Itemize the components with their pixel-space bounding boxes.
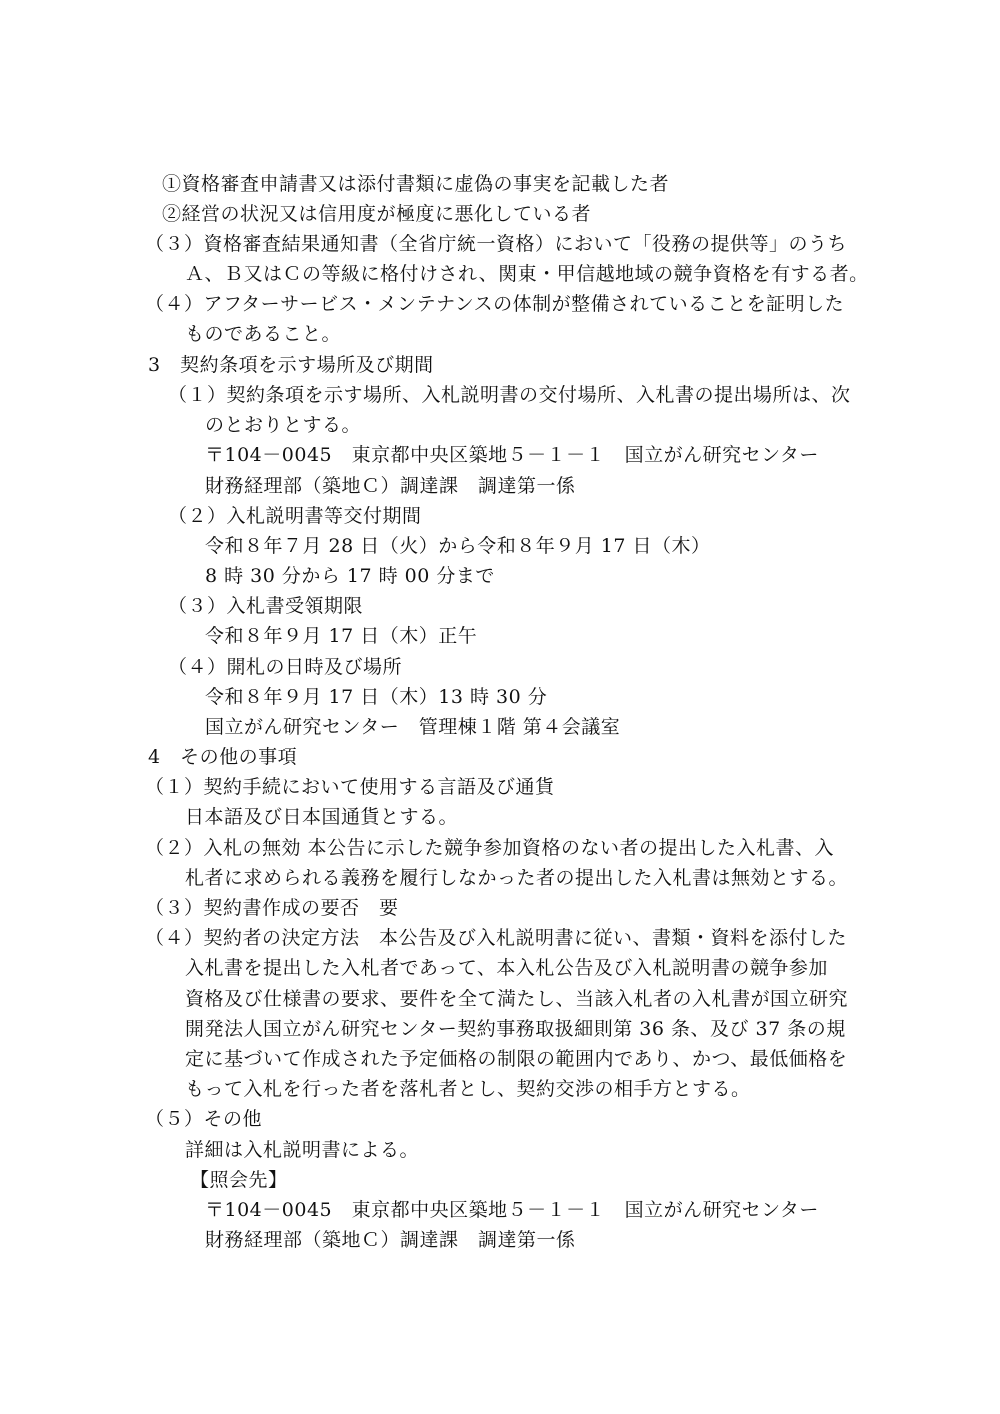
distribution-period-dates: 令和８年７月 28 日（火）から令和８年９月 17 日（木） <box>205 535 711 557</box>
disqualification-item-1: ①資格審査申請書又は添付書類に虚偽の事実を記載した者 <box>162 173 670 195</box>
section-3-item-1-line-1: （１）契約条項を示す場所、入札説明書の交付場所、入札書の提出場所は、次 <box>168 384 851 406</box>
section-4-item-4-line-6: もって入札を行った者を落札者とし、契約交渉の相手方とする。 <box>185 1078 751 1100</box>
section-3-item-1-line-2: のとおりとする。 <box>205 414 362 436</box>
section-4-item-5-body: 詳細は入札説明書による。 <box>185 1139 420 1161</box>
section-3-heading: 3 契約条項を示す場所及び期間 <box>148 354 434 376</box>
section-4-item-4-line-3: 資格及び仕様書の要求、要件を全て満たし、当該入札者の入札書が国立研究 <box>185 988 849 1010</box>
section-4-item-4-line-5: 定に基づいて作成された予定価格の制限の範囲内であり、かつ、最低価格を <box>185 1048 848 1070</box>
inquiry-address: 〒104－0045 東京都中央区築地５－１－１ 国立がん研究センター <box>205 1199 819 1221</box>
condition-4-line-1: （４）アフターサービス・メンテナンスの体制が整備されていることを証明した <box>145 293 845 315</box>
section-4-item-4-line-1: （４）契約者の決定方法 本公告及び入札説明書に従い、書類・資料を添付した <box>145 927 848 949</box>
distribution-period-hours: 8 時 30 分から 17 時 00 分まで <box>205 565 495 587</box>
address-line: 〒104－0045 東京都中央区築地５－１－１ 国立がん研究センター <box>205 444 819 466</box>
section-4-item-5-heading: （５）その他 <box>145 1108 263 1130</box>
opening-datetime: 令和８年９月 17 日（木）13 時 30 分 <box>205 686 548 708</box>
section-4-item-3: （３）契約書作成の要否 要 <box>145 897 399 919</box>
section-4-item-4-line-4: 開発法人国立がん研究センター契約事務取扱細則第 36 条、及び 37 条の規 <box>185 1018 846 1040</box>
section-4-item-2-line-2: 札者に求められる義務を履行しなかった者の提出した入札書は無効とする。 <box>185 867 849 889</box>
section-4-item-4-line-2: 入札書を提出した入札者であって、本入札公告及び入札説明書の競争参加 <box>185 957 828 979</box>
section-4-heading: 4 その他の事項 <box>148 746 298 768</box>
section-4-item-1-body: 日本語及び日本国通貨とする。 <box>185 806 459 828</box>
section-3-item-3-heading: （３）入札書受領期限 <box>168 595 364 617</box>
inquiry-department: 財務経理部（築地Ｃ）調達課 調達第一係 <box>205 1229 576 1251</box>
section-3-item-4-heading: （４）開札の日時及び場所 <box>168 656 403 678</box>
condition-3-line-2: Ａ、Ｂ又はＣの等級に格付けされ、関東・甲信越地域の競争資格を有する者。 <box>185 263 869 285</box>
condition-4-line-2: ものであること。 <box>185 323 342 345</box>
department-line: 財務経理部（築地Ｃ）調達課 調達第一係 <box>205 475 576 497</box>
disqualification-item-2: ②経営の状況又は信用度が極度に悪化している者 <box>162 203 592 225</box>
section-4-item-1-heading: （１）契約手続において使用する言語及び通貨 <box>145 776 555 798</box>
section-4-item-2-line-1: （２）入札の無効 本公告に示した競争参加資格のない者の提出した入札書、入 <box>145 837 835 859</box>
inquiry-heading: 【照会先】 <box>190 1169 288 1191</box>
opening-location: 国立がん研究センター 管理棟１階 第４会議室 <box>205 716 621 738</box>
bid-deadline: 令和８年９月 17 日（木）正午 <box>205 625 478 647</box>
condition-3-line-1: （３）資格審査結果通知書（全省庁統一資格）において「役務の提供等」のうち <box>145 233 848 255</box>
section-3-item-2-heading: （２）入札説明書等交付期間 <box>168 505 422 527</box>
